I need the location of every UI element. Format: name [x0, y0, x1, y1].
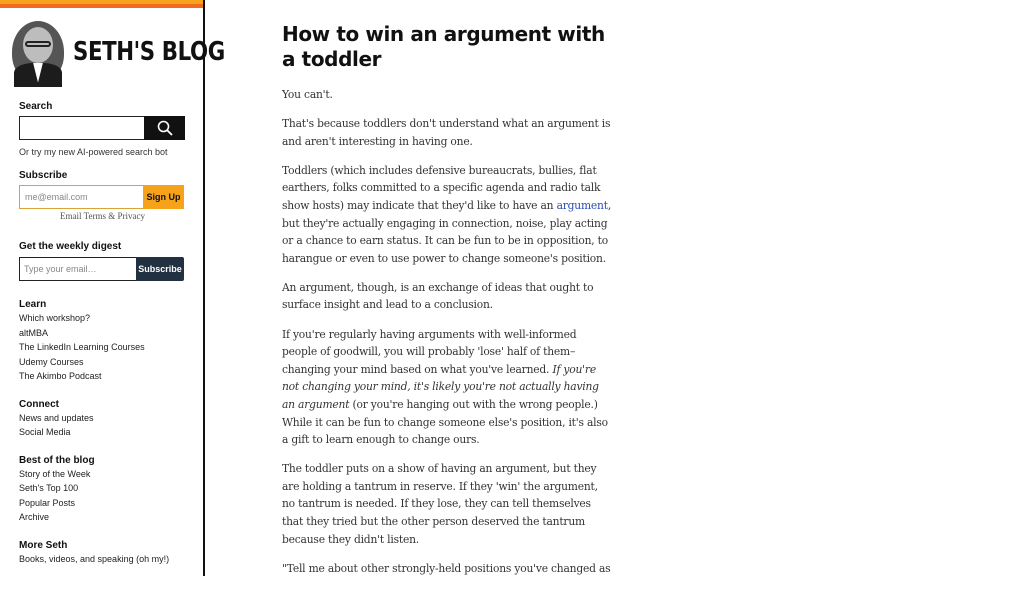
post-paragraph: "Tell me about other strongly-held positions you've changed as — [282, 561, 611, 575]
paragraph-text: (or you're hanging out with the wrong people.) While it can be fun to change someone else's position, it's also a gift to learn enough to change ours. — [282, 397, 608, 447]
sign-up-button[interactable]: Sign Up — [143, 185, 184, 209]
best-link-archive[interactable]: Archive — [19, 512, 50, 522]
connect-heading: Connect — [19, 398, 59, 410]
post-title[interactable]: How to win an argument with a toddler — [282, 22, 605, 71]
learn-link-akimbo[interactable]: The Akimbo Podcast — [19, 371, 102, 381]
digest-heading: Get the weekly digest — [19, 241, 122, 252]
paragraph-text: Toddlers (which includes defensive bureaucrats, bullies, flat earthers, folks committed to a specific agenda and radio talk show hosts) may indicate that they'd like to have an — [282, 163, 601, 212]
post-paragraph: That's because toddlers don't understand what an argument is and aren't interesting in having one. — [282, 117, 611, 148]
learn-link-altmba[interactable]: altMBA — [19, 327, 49, 338]
subscribe-heading: Subscribe — [19, 170, 68, 181]
learn-link-udemy[interactable]: Udemy Courses — [19, 356, 84, 367]
post-paragraph — [282, 326, 612, 449]
sidebar — [0, 0, 225, 576]
site-brand[interactable] — [0, 8, 225, 88]
argument-link[interactable]: argument — [556, 198, 608, 212]
paragraph-text: If you're regularly having arguments with well-informed people of goodwill, you will probably 'lose' half of them–changing your mind based on what you've learned. — [282, 327, 577, 376]
subscribe-email-field[interactable]: me@email.com — [19, 185, 143, 209]
post-paragraph — [282, 162, 612, 268]
learn-link-which-workshop[interactable]: Which workshop? — [19, 313, 91, 323]
ai-search-link[interactable]: Or try my new AI-powered search bot — [19, 147, 168, 157]
best-link-story-of-week[interactable]: Story of the Week — [19, 468, 91, 479]
search-input[interactable] — [19, 116, 144, 140]
connect-section — [0, 399, 203, 440]
search-button[interactable] — [144, 116, 185, 140]
post-paragraph: The toddler puts on a show of having an argument, but they are holding a tantrum in reserve. If they 'win' the argument, no tantrum is needed. If they lose, they can tell themselves that they tried but the other person deserved the tantrum because they didn't listen. — [282, 462, 598, 546]
digest-email-field[interactable]: Type your email… — [19, 257, 136, 281]
author-avatar — [12, 21, 64, 83]
digest-section — [0, 241, 203, 281]
more-section — [0, 540, 203, 567]
search-heading: Search — [19, 101, 53, 112]
post-body — [282, 86, 612, 577]
more-heading: More Seth — [19, 539, 68, 551]
search-section — [0, 101, 203, 157]
subscribe-section — [0, 170, 203, 221]
post-paragraph: You can't. — [282, 88, 333, 101]
best-link-popular[interactable]: Popular Posts — [19, 497, 76, 508]
best-section — [0, 455, 203, 525]
search-icon — [157, 120, 173, 136]
connect-link-news[interactable]: News and updates — [19, 412, 94, 423]
learn-link-linkedin[interactable]: The LinkedIn Learning Courses — [19, 342, 145, 352]
best-heading: Best of the blog — [19, 454, 95, 466]
learn-section — [0, 299, 203, 384]
more-link-books[interactable]: Books, videos, and speaking (oh my!) — [19, 553, 170, 564]
paragraph-text: , but they're actually engaging in connection, noise, play acting or a chance to earn status. It can be fun to be in opposition, to harangue or even to use power to change someone's position. — [282, 198, 612, 265]
emphasis-text: If you're not changing your mind, it's likely you're not actually having an argument — [282, 362, 599, 411]
email-terms-link[interactable]: Email Terms & Privacy — [60, 211, 145, 221]
digest-subscribe-button[interactable]: Subscribe — [136, 257, 184, 281]
connect-link-social[interactable]: Social Media — [19, 427, 71, 437]
post-paragraph: An argument, though, is an exchange of ideas that ought to surface insight and lead to a conclusion. — [282, 280, 594, 312]
site-title[interactable]: SETH'S BLOG — [73, 36, 225, 67]
post-article — [282, 22, 612, 589]
best-link-top-100[interactable]: Seth's Top 100 — [19, 483, 79, 493]
learn-heading: Learn — [19, 299, 47, 310]
